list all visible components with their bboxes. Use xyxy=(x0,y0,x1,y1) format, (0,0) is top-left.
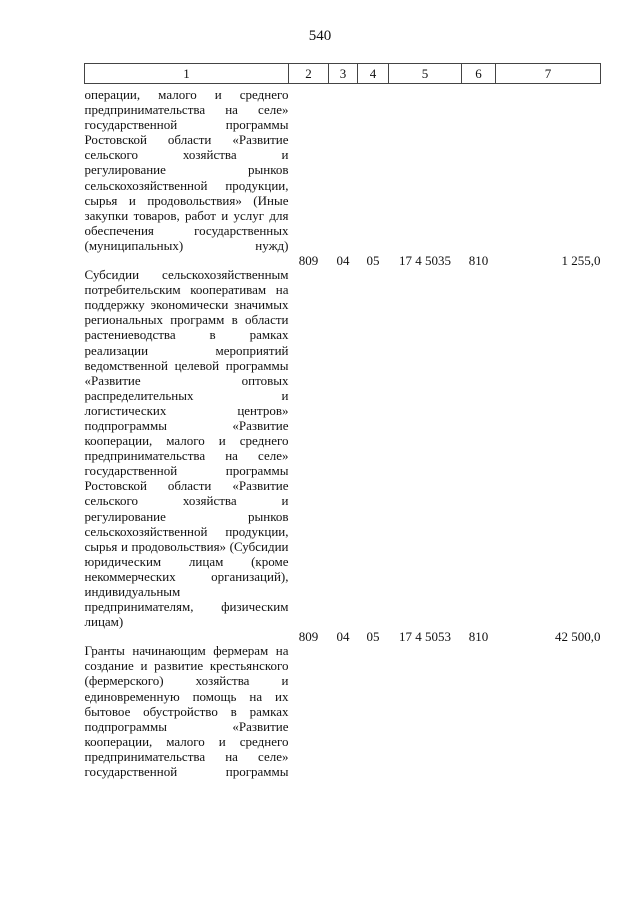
table-header-row xyxy=(85,64,601,84)
table-row xyxy=(85,629,601,779)
cell-col7 xyxy=(496,84,601,254)
cell-col7: 1 255,0 xyxy=(561,253,601,269)
row-description: Субсидии сельскохозяйственным потребительским кооперативам на поддержку экономически значимых региональных программ в области растениеводства в рамках реализации мероприятий ведомственной целевой программы «Развитие оптовых распределительных и логистических центров» подпрограммы «Развитие кооперации, малого и среднего предпринимательства на селе» государственной программы Ростовской области «Развитие сельского хозяйства и регулирование рынков сельскохозяйственной продукции, сырья и продовольствия» (Субсидии юридическим лицам (кроме некоммерческих организаций), индивидуальным предпринимателям, физическим лицам) xyxy=(84,267,289,630)
cell-col2 xyxy=(289,84,329,254)
cell-col7: 42 500,0 xyxy=(555,629,601,645)
column-header-1: 1 xyxy=(85,64,289,84)
cell-col6: 810 xyxy=(468,629,489,645)
page-number: 540 xyxy=(308,28,332,44)
cell-col6: 810 xyxy=(468,253,489,269)
cell-col3 xyxy=(329,84,358,254)
column-header-7: 7 xyxy=(496,64,601,84)
cell-col3: 04 xyxy=(336,629,350,645)
cell-col5: 17 4 5035 xyxy=(399,253,451,269)
cell-col2: 809 xyxy=(298,629,319,645)
cell-col4: 05 xyxy=(366,253,380,269)
column-header-2: 2 xyxy=(289,64,329,84)
cell-col5 xyxy=(389,84,462,254)
column-header-3: 3 xyxy=(329,64,358,84)
cell-col6 xyxy=(462,84,496,254)
cell-col4: 05 xyxy=(366,629,380,645)
column-header-6: 6 xyxy=(462,64,496,84)
budget-table xyxy=(84,63,601,779)
row-description: Гранты начинающим фермерам на создание и развитие крестьянского (фермерского) хозяйства и единовременную помощь на их бытовое обустройство в рамках подпрограммы «Развитие кооперации, малого и среднего предпринимательства на селе» государственной программы xyxy=(84,643,289,780)
cell-col3: 04 xyxy=(336,253,350,269)
column-header-4: 4 xyxy=(358,64,389,84)
cell-col4 xyxy=(358,84,389,254)
row-description: операции, малого и среднего предпринимательства на селе» государственной программы Ростовской области «Развитие сельского хозяйства и регулирование рынков сельскохозяйственной продукции, сырья и продовольствия» (Иные закупки товаров, работ и услуг для обеспечения государственных (муниципальных) нужд) xyxy=(84,87,289,253)
cell-col2: 809 xyxy=(298,253,319,269)
table-row xyxy=(85,253,601,629)
table-row xyxy=(85,84,601,254)
cell-col5: 17 4 5053 xyxy=(399,629,451,645)
column-header-5: 5 xyxy=(389,64,462,84)
